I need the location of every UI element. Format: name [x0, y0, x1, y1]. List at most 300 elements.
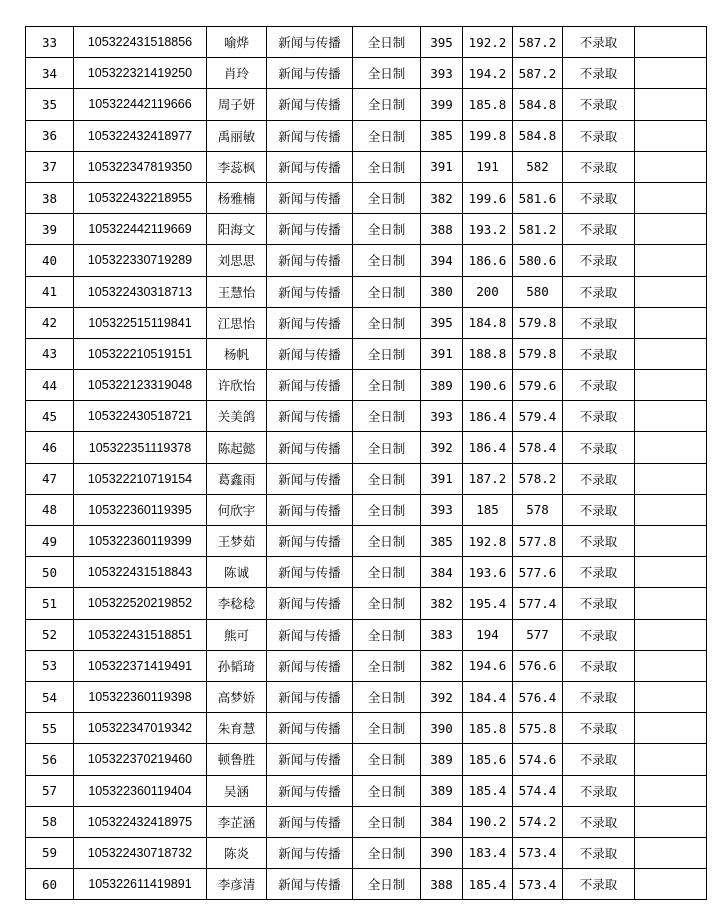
- initial-score-cell: 384: [421, 557, 463, 588]
- table-row: [26, 494, 707, 525]
- candidate-name-cell: 李蕊枫: [207, 151, 267, 182]
- table-row: [26, 182, 707, 213]
- study-mode-cell: 全日制: [353, 214, 421, 245]
- remark-cell: [635, 713, 707, 744]
- initial-score-cell: 385: [421, 120, 463, 151]
- initial-score-cell: 389: [421, 775, 463, 806]
- retest-score-cell: 186.6: [463, 245, 513, 276]
- retest-score-cell: 200: [463, 276, 513, 307]
- rank-cell: 60: [26, 869, 74, 900]
- table-row: [26, 27, 707, 58]
- candidate-id-cell: 105322430318713: [74, 276, 207, 307]
- candidate-id-cell: 105322351119378: [74, 432, 207, 463]
- initial-score-cell: 393: [421, 494, 463, 525]
- rank-cell: 33: [26, 27, 74, 58]
- rank-cell: 46: [26, 432, 74, 463]
- study-mode-cell: 全日制: [353, 713, 421, 744]
- candidate-name-cell: 高梦娇: [207, 681, 267, 712]
- admission-result-cell: 不录取: [563, 775, 635, 806]
- remark-cell: [635, 432, 707, 463]
- candidate-id-cell: 105322432418975: [74, 806, 207, 837]
- major-cell: 新闻与传播: [267, 27, 353, 58]
- initial-score-cell: 382: [421, 650, 463, 681]
- study-mode-cell: 全日制: [353, 869, 421, 900]
- retest-score-cell: 185.8: [463, 89, 513, 120]
- retest-score-cell: 185.8: [463, 713, 513, 744]
- rank-cell: 50: [26, 557, 74, 588]
- table-row: [26, 713, 707, 744]
- initial-score-cell: 390: [421, 837, 463, 868]
- remark-cell: [635, 494, 707, 525]
- major-cell: 新闻与传播: [267, 58, 353, 89]
- candidate-id-cell: 105322210519151: [74, 338, 207, 369]
- retest-score-cell: 185.4: [463, 775, 513, 806]
- table-row: [26, 526, 707, 557]
- table-row: [26, 58, 707, 89]
- rank-cell: 36: [26, 120, 74, 151]
- candidate-id-cell: 105322431518856: [74, 27, 207, 58]
- table-row: [26, 245, 707, 276]
- candidate-name-cell: 孙韬琦: [207, 650, 267, 681]
- admission-result-cell: 不录取: [563, 557, 635, 588]
- rank-cell: 54: [26, 681, 74, 712]
- candidate-id-cell: 105322611419891: [74, 869, 207, 900]
- study-mode-cell: 全日制: [353, 307, 421, 338]
- initial-score-cell: 391: [421, 151, 463, 182]
- major-cell: 新闻与传播: [267, 214, 353, 245]
- rank-cell: 42: [26, 307, 74, 338]
- admission-result-cell: 不录取: [563, 58, 635, 89]
- major-cell: 新闻与传播: [267, 837, 353, 868]
- candidate-id-cell: 105322430518721: [74, 401, 207, 432]
- major-cell: 新闻与传播: [267, 463, 353, 494]
- retest-score-cell: 199.6: [463, 182, 513, 213]
- results-table: [25, 26, 707, 900]
- rank-cell: 35: [26, 89, 74, 120]
- candidate-id-cell: 105322371419491: [74, 650, 207, 681]
- rank-cell: 57: [26, 775, 74, 806]
- initial-score-cell: 394: [421, 245, 463, 276]
- major-cell: 新闻与传播: [267, 681, 353, 712]
- major-cell: 新闻与传播: [267, 89, 353, 120]
- admission-result-cell: 不录取: [563, 650, 635, 681]
- admission-result-cell: 不录取: [563, 338, 635, 369]
- table-row: [26, 557, 707, 588]
- total-score-cell: 577.8: [513, 526, 563, 557]
- rank-cell: 38: [26, 182, 74, 213]
- initial-score-cell: 391: [421, 463, 463, 494]
- candidate-id-cell: 105322432218955: [74, 182, 207, 213]
- table-row: [26, 370, 707, 401]
- rank-cell: 52: [26, 619, 74, 650]
- remark-cell: [635, 276, 707, 307]
- remark-cell: [635, 89, 707, 120]
- study-mode-cell: 全日制: [353, 494, 421, 525]
- candidate-id-cell: 105322123319048: [74, 370, 207, 401]
- study-mode-cell: 全日制: [353, 338, 421, 369]
- rank-cell: 45: [26, 401, 74, 432]
- study-mode-cell: 全日制: [353, 27, 421, 58]
- initial-score-cell: 393: [421, 58, 463, 89]
- candidate-name-cell: 葛鑫雨: [207, 463, 267, 494]
- initial-score-cell: 385: [421, 526, 463, 557]
- candidate-name-cell: 杨雅楠: [207, 182, 267, 213]
- total-score-cell: 580: [513, 276, 563, 307]
- remark-cell: [635, 619, 707, 650]
- remark-cell: [635, 370, 707, 401]
- retest-score-cell: 184.8: [463, 307, 513, 338]
- remark-cell: [635, 526, 707, 557]
- rank-cell: 59: [26, 837, 74, 868]
- initial-score-cell: 389: [421, 744, 463, 775]
- retest-score-cell: 192.2: [463, 27, 513, 58]
- total-score-cell: 573.4: [513, 869, 563, 900]
- candidate-id-cell: 105322370219460: [74, 744, 207, 775]
- major-cell: 新闻与传播: [267, 588, 353, 619]
- initial-score-cell: 382: [421, 588, 463, 619]
- admission-result-cell: 不录取: [563, 245, 635, 276]
- admission-result-cell: 不录取: [563, 182, 635, 213]
- candidate-name-cell: 阳海文: [207, 214, 267, 245]
- total-score-cell: 584.8: [513, 120, 563, 151]
- study-mode-cell: 全日制: [353, 681, 421, 712]
- total-score-cell: 575.8: [513, 713, 563, 744]
- remark-cell: [635, 775, 707, 806]
- study-mode-cell: 全日制: [353, 370, 421, 401]
- major-cell: 新闻与传播: [267, 401, 353, 432]
- study-mode-cell: 全日制: [353, 182, 421, 213]
- initial-score-cell: 380: [421, 276, 463, 307]
- admission-result-cell: 不录取: [563, 806, 635, 837]
- candidate-id-cell: 105322430718732: [74, 837, 207, 868]
- table-row: [26, 401, 707, 432]
- remark-cell: [635, 744, 707, 775]
- initial-score-cell: 392: [421, 681, 463, 712]
- candidate-id-cell: 105322442119669: [74, 214, 207, 245]
- rank-cell: 58: [26, 806, 74, 837]
- candidate-name-cell: 陈诚: [207, 557, 267, 588]
- candidate-id-cell: 105322210719154: [74, 463, 207, 494]
- admission-result-cell: 不录取: [563, 401, 635, 432]
- initial-score-cell: 389: [421, 370, 463, 401]
- admission-result-cell: 不录取: [563, 276, 635, 307]
- study-mode-cell: 全日制: [353, 245, 421, 276]
- total-score-cell: 587.2: [513, 27, 563, 58]
- table-row: [26, 681, 707, 712]
- rank-cell: 43: [26, 338, 74, 369]
- total-score-cell: 578: [513, 494, 563, 525]
- table-body: [26, 27, 707, 900]
- rank-cell: 55: [26, 713, 74, 744]
- admission-result-cell: 不录取: [563, 713, 635, 744]
- major-cell: 新闻与传播: [267, 806, 353, 837]
- retest-score-cell: 193.6: [463, 557, 513, 588]
- rank-cell: 40: [26, 245, 74, 276]
- initial-score-cell: 388: [421, 869, 463, 900]
- candidate-id-cell: 105322431518843: [74, 557, 207, 588]
- table-row: [26, 89, 707, 120]
- candidate-name-cell: 陈炎: [207, 837, 267, 868]
- table-row: [26, 214, 707, 245]
- study-mode-cell: 全日制: [353, 806, 421, 837]
- initial-score-cell: 382: [421, 182, 463, 213]
- admission-result-cell: 不录取: [563, 588, 635, 619]
- retest-score-cell: 186.4: [463, 401, 513, 432]
- major-cell: 新闻与传播: [267, 245, 353, 276]
- total-score-cell: 576.6: [513, 650, 563, 681]
- major-cell: 新闻与传播: [267, 370, 353, 401]
- total-score-cell: 582: [513, 151, 563, 182]
- remark-cell: [635, 58, 707, 89]
- admission-result-cell: 不录取: [563, 307, 635, 338]
- total-score-cell: 587.2: [513, 58, 563, 89]
- total-score-cell: 579.4: [513, 401, 563, 432]
- retest-score-cell: 192.8: [463, 526, 513, 557]
- candidate-id-cell: 105322347819350: [74, 151, 207, 182]
- study-mode-cell: 全日制: [353, 276, 421, 307]
- candidate-name-cell: 何欣宇: [207, 494, 267, 525]
- rank-cell: 48: [26, 494, 74, 525]
- admission-result-cell: 不录取: [563, 214, 635, 245]
- retest-score-cell: 190.2: [463, 806, 513, 837]
- remark-cell: [635, 214, 707, 245]
- retest-score-cell: 183.4: [463, 837, 513, 868]
- total-score-cell: 581.6: [513, 182, 563, 213]
- candidate-id-cell: 105322321419250: [74, 58, 207, 89]
- initial-score-cell: 391: [421, 338, 463, 369]
- candidate-name-cell: 禹丽敏: [207, 120, 267, 151]
- remark-cell: [635, 650, 707, 681]
- retest-score-cell: 191: [463, 151, 513, 182]
- table-row: [26, 588, 707, 619]
- admission-result-cell: 不录取: [563, 744, 635, 775]
- table-row: [26, 120, 707, 151]
- total-score-cell: 580.6: [513, 245, 563, 276]
- remark-cell: [635, 182, 707, 213]
- major-cell: 新闻与传播: [267, 276, 353, 307]
- candidate-name-cell: 许欣怡: [207, 370, 267, 401]
- candidate-name-cell: 王梦茹: [207, 526, 267, 557]
- candidate-id-cell: 105322520219852: [74, 588, 207, 619]
- admission-result-cell: 不录取: [563, 526, 635, 557]
- candidate-name-cell: 王慧怡: [207, 276, 267, 307]
- initial-score-cell: 383: [421, 619, 463, 650]
- rank-cell: 47: [26, 463, 74, 494]
- major-cell: 新闻与传播: [267, 494, 353, 525]
- study-mode-cell: 全日制: [353, 120, 421, 151]
- candidate-name-cell: 吴涵: [207, 775, 267, 806]
- initial-score-cell: 384: [421, 806, 463, 837]
- admission-result-cell: 不录取: [563, 89, 635, 120]
- admission-result-cell: 不录取: [563, 463, 635, 494]
- study-mode-cell: 全日制: [353, 432, 421, 463]
- study-mode-cell: 全日制: [353, 526, 421, 557]
- candidate-name-cell: 关美鸽: [207, 401, 267, 432]
- admission-result-cell: 不录取: [563, 619, 635, 650]
- retest-score-cell: 185.4: [463, 869, 513, 900]
- total-score-cell: 577: [513, 619, 563, 650]
- total-score-cell: 581.2: [513, 214, 563, 245]
- remark-cell: [635, 338, 707, 369]
- major-cell: 新闻与传播: [267, 744, 353, 775]
- remark-cell: [635, 307, 707, 338]
- candidate-name-cell: 李稔稔: [207, 588, 267, 619]
- admission-result-cell: 不录取: [563, 494, 635, 525]
- rank-cell: 49: [26, 526, 74, 557]
- major-cell: 新闻与传播: [267, 307, 353, 338]
- total-score-cell: 584.8: [513, 89, 563, 120]
- major-cell: 新闻与传播: [267, 526, 353, 557]
- candidate-name-cell: 江思怡: [207, 307, 267, 338]
- candidate-id-cell: 105322360119395: [74, 494, 207, 525]
- retest-score-cell: 194.6: [463, 650, 513, 681]
- admission-result-cell: 不录取: [563, 837, 635, 868]
- rank-cell: 56: [26, 744, 74, 775]
- remark-cell: [635, 27, 707, 58]
- initial-score-cell: 392: [421, 432, 463, 463]
- total-score-cell: 574.6: [513, 744, 563, 775]
- table-row: [26, 463, 707, 494]
- study-mode-cell: 全日制: [353, 650, 421, 681]
- study-mode-cell: 全日制: [353, 58, 421, 89]
- study-mode-cell: 全日制: [353, 775, 421, 806]
- candidate-name-cell: 李芷涵: [207, 806, 267, 837]
- study-mode-cell: 全日制: [353, 401, 421, 432]
- total-score-cell: 574.2: [513, 806, 563, 837]
- study-mode-cell: 全日制: [353, 837, 421, 868]
- rank-cell: 41: [26, 276, 74, 307]
- retest-score-cell: 186.4: [463, 432, 513, 463]
- initial-score-cell: 390: [421, 713, 463, 744]
- retest-score-cell: 187.2: [463, 463, 513, 494]
- total-score-cell: 577.6: [513, 557, 563, 588]
- table-row: [26, 775, 707, 806]
- candidate-id-cell: 105322515119841: [74, 307, 207, 338]
- admission-result-cell: 不录取: [563, 432, 635, 463]
- remark-cell: [635, 588, 707, 619]
- study-mode-cell: 全日制: [353, 588, 421, 619]
- candidate-name-cell: 李彦清: [207, 869, 267, 900]
- candidate-id-cell: 105322360119398: [74, 681, 207, 712]
- table-row: [26, 744, 707, 775]
- candidate-id-cell: 105322360119404: [74, 775, 207, 806]
- candidate-name-cell: 熊可: [207, 619, 267, 650]
- candidate-id-cell: 105322330719289: [74, 245, 207, 276]
- initial-score-cell: 395: [421, 27, 463, 58]
- study-mode-cell: 全日制: [353, 619, 421, 650]
- study-mode-cell: 全日制: [353, 463, 421, 494]
- major-cell: 新闻与传播: [267, 151, 353, 182]
- candidate-name-cell: 刘思思: [207, 245, 267, 276]
- retest-score-cell: 184.4: [463, 681, 513, 712]
- major-cell: 新闻与传播: [267, 869, 353, 900]
- study-mode-cell: 全日制: [353, 151, 421, 182]
- major-cell: 新闻与传播: [267, 650, 353, 681]
- remark-cell: [635, 557, 707, 588]
- rank-cell: 37: [26, 151, 74, 182]
- candidate-name-cell: 喻烨: [207, 27, 267, 58]
- remark-cell: [635, 401, 707, 432]
- rank-cell: 44: [26, 370, 74, 401]
- study-mode-cell: 全日制: [353, 557, 421, 588]
- remark-cell: [635, 681, 707, 712]
- retest-score-cell: 199.8: [463, 120, 513, 151]
- admission-result-cell: 不录取: [563, 120, 635, 151]
- admission-result-cell: 不录取: [563, 151, 635, 182]
- major-cell: 新闻与传播: [267, 120, 353, 151]
- rank-cell: 39: [26, 214, 74, 245]
- remark-cell: [635, 806, 707, 837]
- admission-result-cell: 不录取: [563, 27, 635, 58]
- candidate-name-cell: 周子妍: [207, 89, 267, 120]
- table-row: [26, 869, 707, 900]
- study-mode-cell: 全日制: [353, 744, 421, 775]
- total-score-cell: 579.8: [513, 338, 563, 369]
- admission-result-cell: 不录取: [563, 370, 635, 401]
- total-score-cell: 579.6: [513, 370, 563, 401]
- retest-score-cell: 185.6: [463, 744, 513, 775]
- candidate-name-cell: 陈起懿: [207, 432, 267, 463]
- table-row: [26, 619, 707, 650]
- candidate-name-cell: 顿鲁胜: [207, 744, 267, 775]
- remark-cell: [635, 245, 707, 276]
- candidate-id-cell: 105322347019342: [74, 713, 207, 744]
- retest-score-cell: 194: [463, 619, 513, 650]
- remark-cell: [635, 837, 707, 868]
- admission-result-cell: 不录取: [563, 681, 635, 712]
- major-cell: 新闻与传播: [267, 338, 353, 369]
- major-cell: 新闻与传播: [267, 619, 353, 650]
- retest-score-cell: 190.6: [463, 370, 513, 401]
- remark-cell: [635, 120, 707, 151]
- total-score-cell: 578.2: [513, 463, 563, 494]
- table-row: [26, 432, 707, 463]
- major-cell: 新闻与传播: [267, 713, 353, 744]
- total-score-cell: 578.4: [513, 432, 563, 463]
- rank-cell: 34: [26, 58, 74, 89]
- table-row: [26, 338, 707, 369]
- initial-score-cell: 399: [421, 89, 463, 120]
- candidate-name-cell: 肖玲: [207, 58, 267, 89]
- table-row: [26, 307, 707, 338]
- remark-cell: [635, 151, 707, 182]
- total-score-cell: 577.4: [513, 588, 563, 619]
- major-cell: 新闻与传播: [267, 557, 353, 588]
- table-row: [26, 837, 707, 868]
- candidate-id-cell: 105322431518851: [74, 619, 207, 650]
- rank-cell: 53: [26, 650, 74, 681]
- major-cell: 新闻与传播: [267, 775, 353, 806]
- total-score-cell: 574.4: [513, 775, 563, 806]
- retest-score-cell: 194.2: [463, 58, 513, 89]
- initial-score-cell: 388: [421, 214, 463, 245]
- retest-score-cell: 185: [463, 494, 513, 525]
- total-score-cell: 573.4: [513, 837, 563, 868]
- admission-result-cell: 不录取: [563, 869, 635, 900]
- candidate-id-cell: 105322442119666: [74, 89, 207, 120]
- table-row: [26, 151, 707, 182]
- total-score-cell: 576.4: [513, 681, 563, 712]
- retest-score-cell: 195.4: [463, 588, 513, 619]
- candidate-name-cell: 朱育慧: [207, 713, 267, 744]
- candidate-name-cell: 杨帆: [207, 338, 267, 369]
- candidate-id-cell: 105322360119399: [74, 526, 207, 557]
- rank-cell: 51: [26, 588, 74, 619]
- total-score-cell: 579.8: [513, 307, 563, 338]
- remark-cell: [635, 869, 707, 900]
- initial-score-cell: 393: [421, 401, 463, 432]
- major-cell: 新闻与传播: [267, 432, 353, 463]
